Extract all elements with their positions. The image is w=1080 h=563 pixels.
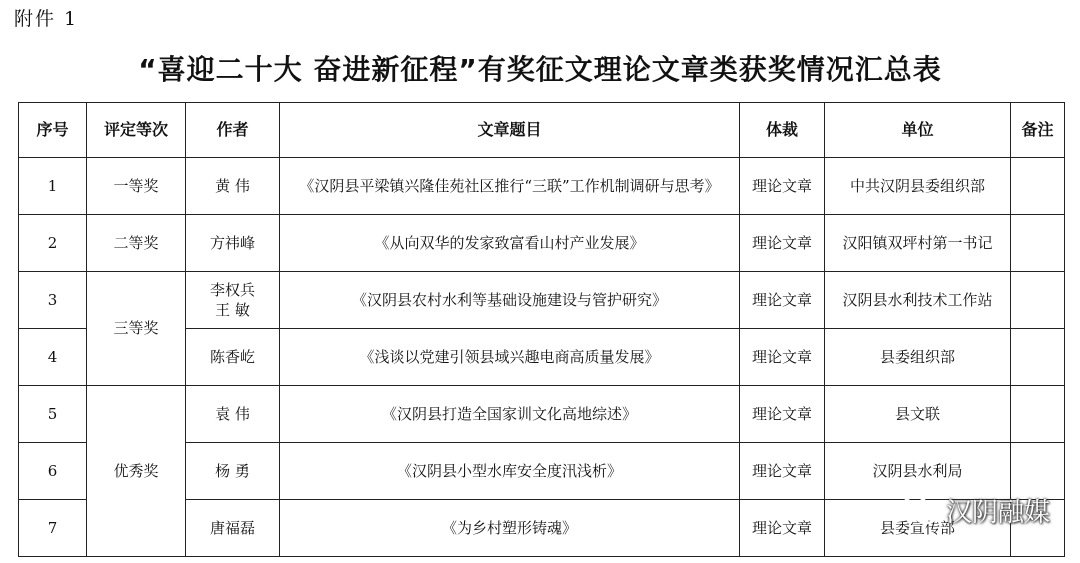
cell-remark [1011,386,1065,443]
header-remark: 备注 [1011,103,1065,158]
cell-remark [1011,158,1065,215]
cell-article: 《汉阴县平梁镇兴隆佳苑社区推行“三联”工作机制调研与思考》 [280,158,740,215]
cell-unit: 汉阴县水利局 [825,443,1011,500]
cell-unit: 中共汉阴县委组织部 [825,158,1011,215]
wechat-icon [900,494,940,528]
cell-author [186,215,280,272]
cell-genre: 理论文章 [740,500,825,557]
cell-unit: 汉阴县水利技术工作站 [825,272,1011,329]
table-header-row [19,103,1065,158]
cell-genre: 理论文章 [740,329,825,386]
header-author: 作者 [186,103,280,158]
header-unit: 单位 [825,103,1011,158]
cell-author [186,272,280,329]
cell-remark [1011,215,1065,272]
cell-no: 7 [19,500,87,557]
cell-author [186,443,280,500]
cell-genre: 理论文章 [740,158,825,215]
header-no: 序号 [19,103,87,158]
table-row [19,386,1065,443]
author-name: 袁 伟 [215,404,250,423]
cell-article: 《为乡村塑形铸魂》 [280,500,740,557]
cell-author [186,500,280,557]
author-name: 王 敏 [215,301,250,319]
cell-no: 5 [19,386,87,443]
table-row [19,272,1065,329]
cell-unit: 县委组织部 [825,329,1011,386]
cell-no: 3 [19,272,87,329]
author-name: 方祎峰 [209,233,255,252]
author-name: 唐福磊 [209,518,255,537]
table-row [19,215,1065,272]
header-article: 文章题目 [280,103,740,158]
cell-remark [1011,443,1065,500]
header-genre: 体裁 [740,103,825,158]
cell-no: 2 [19,215,87,272]
cell-article: 《浅谈以党建引领县域兴趣电商高质量发展》 [280,329,740,386]
cell-grade: 优秀奖 [87,386,186,557]
cell-grade: 二等奖 [87,215,186,272]
cell-author [186,386,280,443]
cell-article: 《汉阴县农村水利等基础设施建设与管护研究》 [280,272,740,329]
cell-genre: 理论文章 [740,215,825,272]
attachment-label: 附件 1 [14,8,79,30]
header-grade: 评定等次 [87,103,186,158]
cell-grade: 一等奖 [87,158,186,215]
cell-remark [1011,329,1065,386]
cell-no: 1 [19,158,87,215]
author-name: 杨 勇 [215,461,250,480]
cell-unit: 汉阳镇双坪村第一书记 [825,215,1011,272]
cell-author [186,329,280,386]
cell-genre: 理论文章 [740,272,825,329]
author-name: 李权兵 [209,280,255,299]
cell-no: 6 [19,443,87,500]
watermark-text: 汉阴融媒 [945,498,1050,528]
cell-unit: 县文联 [825,386,1011,443]
cell-genre: 理论文章 [740,386,825,443]
cell-no: 4 [19,329,87,386]
cell-remark [1011,272,1065,329]
author-name: 黄 伟 [215,176,250,195]
award-summary-table [18,102,1065,557]
page-title: “喜迎二十大 奋进新征程”有奖征文理论文章类获奖情况汇总表 [138,53,942,86]
cell-unit: 县委宣传部 [825,500,1011,557]
cell-article: 《从向双华的发家致富看山村产业发展》 [280,215,740,272]
cell-author [186,158,280,215]
table-row [19,158,1065,215]
watermark [900,492,1050,529]
cell-article: 《汉阴县打造全国家训文化高地综述》 [280,386,740,443]
author-name: 陈香屹 [209,347,255,366]
cell-genre: 理论文章 [740,443,825,500]
cell-grade: 三等奖 [87,272,186,386]
cell-article: 《汉阴县小型水库安全度汛浅析》 [280,443,740,500]
